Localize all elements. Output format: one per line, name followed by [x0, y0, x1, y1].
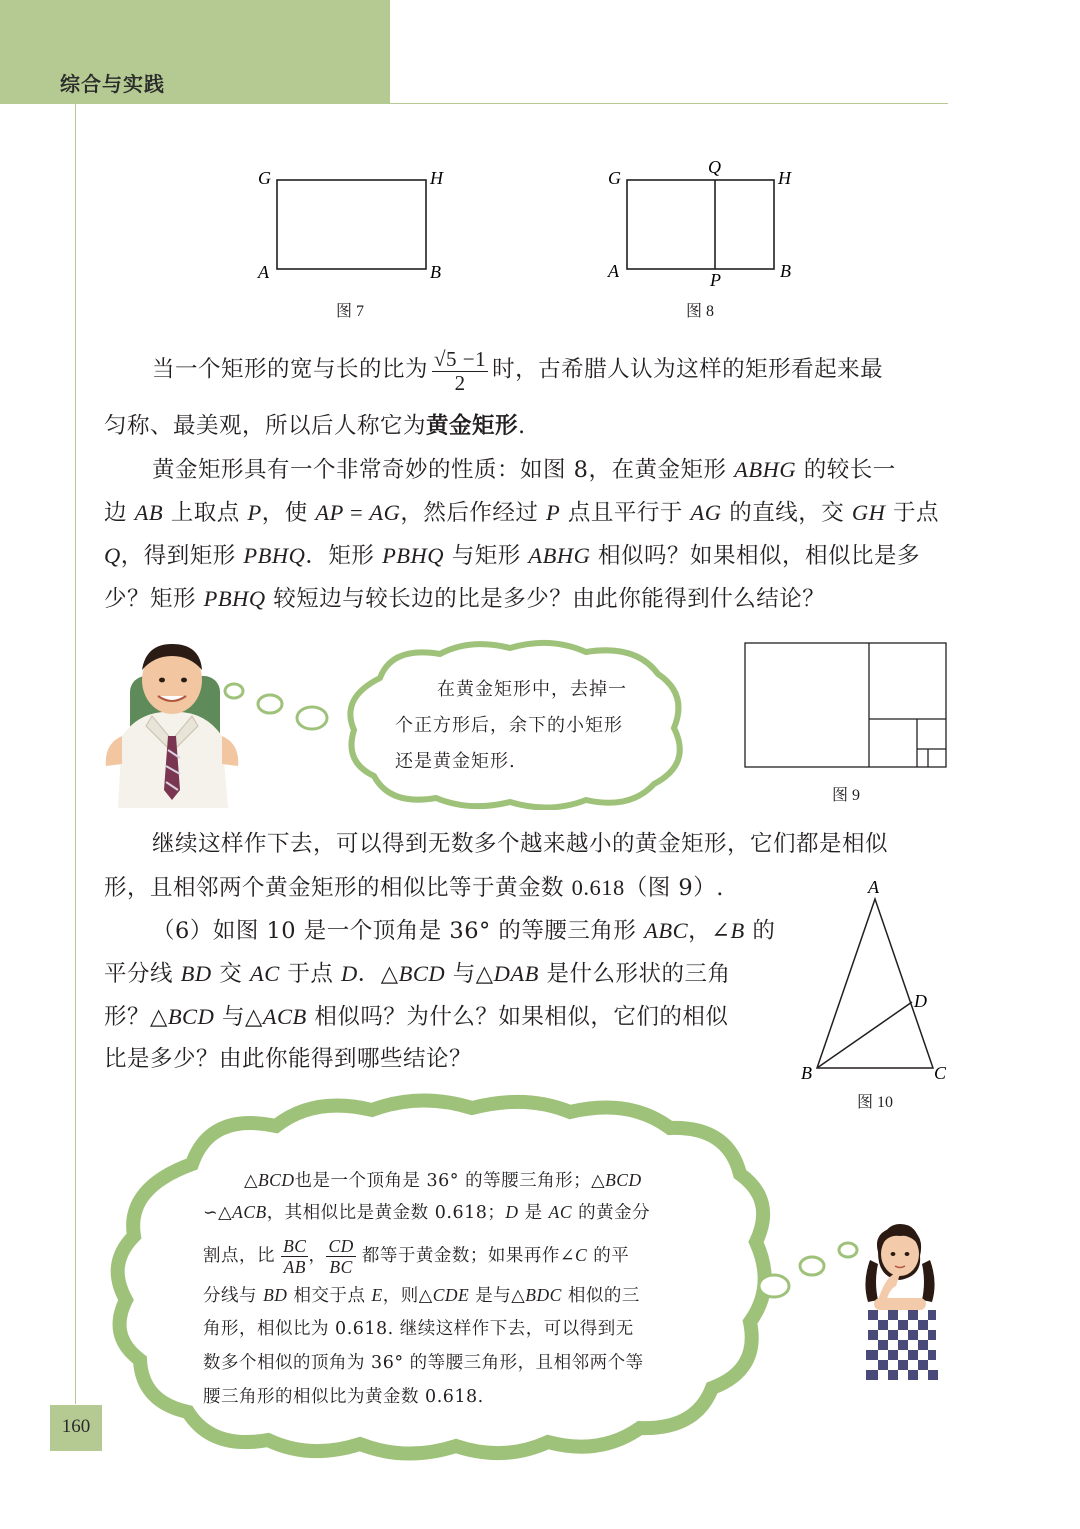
fraction-sqrt5-minus1-over-2: $\frac{√5 -1}{2}$ — [434, 347, 487, 395]
fraction-CD-over-BC: $\frac{CD}{BC}$ — [328, 1236, 354, 1277]
bubble2-line2: ∽△ACB，其相似比是黄金数 0.618；D 是 AC 的黄金分 — [203, 1202, 651, 1223]
bubble1-line1: 在黄金矩形中，去掉一 — [437, 679, 627, 700]
fig7-label-G: G — [258, 168, 271, 188]
term-golden-rectangle: 黄金矩形 — [426, 413, 519, 439]
paragraph-property-line2: 边 AB 上取点 P，使 AP = AG，然后作经过 P 点且平行于 AG 的直线，交 GH 于点 — [104, 500, 940, 526]
paragraph-continue-line1: 继续这样作下去，可以得到无数多个越来越小的黄金矩形，它们都是相似 — [152, 831, 889, 857]
fig7-label-B: B — [430, 262, 441, 282]
paragraph-property-line4: 少？矩形 PBHQ 较短边与较长边的比是多少？由此你能得到什么结论？ — [104, 586, 826, 612]
figure-10 — [795, 873, 955, 1088]
fig8-label-Q: Q — [708, 157, 721, 177]
fig8-label-B: B — [780, 261, 791, 281]
bubble2-line7: 腰三角形的相似比为黄金数 0.618. — [203, 1387, 484, 1407]
bubble1-line3: 还是黄金矩形. — [395, 751, 516, 772]
fig8-label-G: G — [608, 168, 621, 188]
fig7-caption: 图 7 — [336, 303, 365, 320]
girl-illustration — [848, 1190, 948, 1380]
bubble2-line3: 割点，比 $\frac{BC}{AB}$ ， $\frac{CD}{BC}$ 都等于黄金数；如果再作∠C 的平 — [203, 1236, 630, 1277]
fig7-label-H: H — [430, 168, 443, 188]
bubble2-line4: 分线与 BD 相交于点 E，则△CDE 是与△BDC 相似的三 — [203, 1285, 640, 1306]
fig8-label-H: H — [778, 168, 791, 188]
fig10-triangle-ABC — [817, 899, 933, 1068]
thought-dots-2 — [752, 1238, 862, 1302]
figure-8 — [600, 155, 810, 295]
page-number: 160 — [61, 1416, 91, 1437]
fig10-caption: 图 10 — [857, 1094, 894, 1111]
fraction-BC-over-AB: $\frac{BC}{AB}$ — [283, 1236, 307, 1277]
fig10-bisector-BD — [817, 1002, 912, 1068]
bubble2-line6: 数多个相似的顶角为 36° 的等腰三角形，且相邻两个等 — [203, 1353, 644, 1373]
fig9-caption: 图 9 — [832, 787, 861, 804]
bubble2-line1: △BCD也是一个顶角是 36° 的等腰三角形；△BCD — [244, 1170, 642, 1191]
fig7-rectangle — [277, 180, 426, 269]
fig9-outer-rect — [745, 643, 946, 767]
fig8-rectangle — [627, 180, 774, 269]
fig10-label-D: D — [914, 991, 927, 1011]
paragraph-triangle-line2: 平分线 BD 交 AC 于点 D．△BCD 与△DAB 是什么形状的三角 — [104, 961, 731, 987]
header-rule — [390, 103, 948, 104]
section-title: 综合与实践 — [60, 72, 165, 96]
header-band — [0, 0, 390, 104]
paragraph-property-line1: 黄金矩形具有一个非常奇妙的性质：如图 8，在黄金矩形 ABHG 的较长一 — [152, 457, 896, 483]
figure-9 — [740, 638, 952, 773]
fig8-label-A: A — [608, 261, 619, 281]
paragraph-golden-rect-def-line1: 当一个矩形的宽与长的比为 $\frac{√5 -1}{2}$ 时，古希腊人认为这样的矩形看起来最 — [152, 347, 884, 395]
paragraph-triangle-line4: 比是多少？由此你能得到哪些结论？ — [104, 1046, 473, 1072]
fig10-label-B: B — [801, 1063, 812, 1083]
paragraph-property-line3: Q，得到矩形 PBHQ．矩形 PBHQ 与矩形 ABHG 相似吗？如果相似，相似比是多 — [104, 543, 921, 569]
margin-rule — [75, 104, 76, 1404]
paragraph-golden-rect-def-line2: 匀称、最美观，所以后人称它为黄金矩形. — [104, 413, 526, 439]
bubble1-line2: 个正方形后，余下的小矩形 — [395, 715, 623, 736]
fig8-caption: 图 8 — [686, 303, 715, 320]
thought-dots-1 — [220, 678, 340, 738]
fig8-label-P: P — [710, 270, 721, 290]
fig10-label-A: A — [868, 877, 879, 897]
paragraph-triangle-line1: （6）如图 10 是一个顶角是 36° 的等腰三角形 ABC，∠B 的 — [152, 918, 776, 944]
paragraph-triangle-line3: 形？△BCD 与△ACB 相似吗？为什么？如果相似，它们的相似 — [104, 1004, 729, 1030]
fig10-label-C: C — [934, 1063, 947, 1083]
bubble2-line5: 角形，相似比为 0.618. 继续这样作下去，可以得到无 — [203, 1319, 634, 1339]
paragraph-continue-line2: 形，且相邻两个黄金矩形的相似比等于黄金数 0.618（图 9）. — [104, 875, 724, 901]
figure-7 — [250, 160, 460, 320]
fig7-label-A: A — [258, 262, 269, 282]
